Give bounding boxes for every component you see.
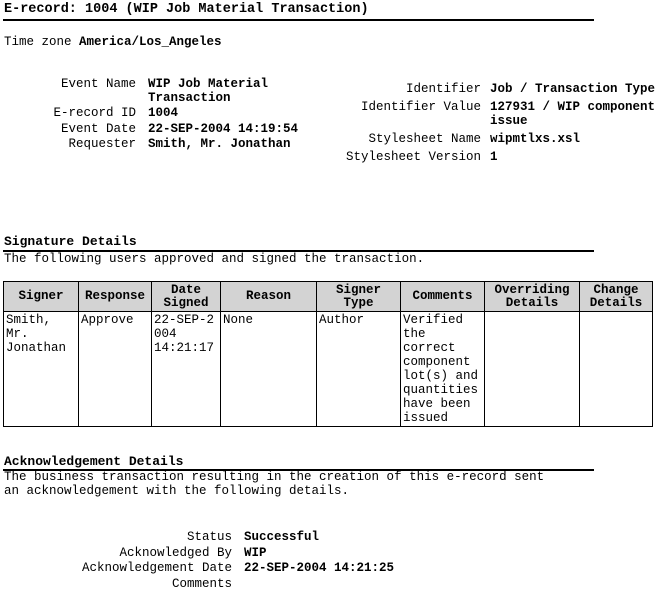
stylesheet-name-label: Stylesheet Name bbox=[368, 132, 481, 146]
signature-description: The following users approved and signed the transaction. bbox=[4, 252, 425, 266]
signature-table-header bbox=[4, 282, 653, 312]
cell-signer: Smith, Mr. Jonathan bbox=[4, 312, 79, 427]
identifier-value-line1: 127931 / WIP component bbox=[490, 100, 656, 114]
event-name-value-line1: WIP Job Material bbox=[148, 77, 269, 91]
ack-by-value: WIP bbox=[244, 546, 267, 560]
event-name-value-line2: Transaction bbox=[148, 91, 231, 105]
cell-overriding-details bbox=[485, 312, 580, 427]
requester-value: Smith, Mr. Jonathan bbox=[148, 137, 291, 151]
page-title: E-record: 1004 (WIP Job Material Transaction) bbox=[4, 2, 369, 17]
acknowledgement-section-title: Acknowledgement Details bbox=[4, 454, 184, 469]
col-signer-type: Signer Type bbox=[317, 282, 401, 312]
cell-reason: None bbox=[221, 312, 317, 427]
signature-section-title: Signature Details bbox=[4, 234, 137, 249]
event-date-value: 22-SEP-2004 14:19:54 bbox=[148, 122, 299, 136]
cell-signer-type: Author bbox=[317, 312, 401, 427]
cell-date-signed: 22-SEP-2 004 14:21:17 bbox=[152, 312, 221, 427]
identifier-value: Job / Transaction Type bbox=[490, 82, 656, 96]
ack-by-label: Acknowledged By bbox=[119, 546, 232, 560]
col-signer: Signer bbox=[4, 282, 79, 312]
acknowledgement-description-line1: The business transaction resulting in the creation of this e-record sent bbox=[4, 470, 545, 484]
timezone-value: America/Los_Angeles bbox=[79, 35, 222, 49]
table-row bbox=[4, 312, 653, 427]
col-reason: Reason bbox=[221, 282, 317, 312]
requester-label: Requester bbox=[68, 137, 136, 151]
col-change-details: Change Details bbox=[580, 282, 653, 312]
event-date-label: Event Date bbox=[60, 122, 136, 136]
stylesheet-version-label: Stylesheet Version bbox=[345, 150, 481, 164]
cell-change-details bbox=[580, 312, 653, 427]
erecord-id-value: 1004 bbox=[148, 106, 179, 120]
identifier-label: Identifier bbox=[405, 82, 481, 96]
ack-date-value: 22-SEP-2004 14:21:25 bbox=[244, 561, 395, 575]
col-response: Response bbox=[79, 282, 152, 312]
acknowledgement-description-line2: an acknowledgement with the following details. bbox=[4, 484, 350, 498]
identifier-value-label: Identifier Value bbox=[360, 100, 481, 114]
title-rule bbox=[3, 19, 594, 21]
cell-response: Approve bbox=[79, 312, 152, 427]
col-overriding-details: Overriding Details bbox=[485, 282, 580, 312]
event-name-label: Event Name bbox=[60, 77, 136, 91]
signature-table bbox=[3, 281, 653, 427]
ack-comments-label: Comments bbox=[171, 577, 232, 591]
ack-status-label: Status bbox=[186, 530, 232, 544]
ack-date-label: Acknowledgement Date bbox=[81, 561, 232, 575]
col-date-signed: Date Signed bbox=[152, 282, 221, 312]
col-comments: Comments bbox=[401, 282, 485, 312]
cell-comments: Verified the correct component lot(s) and quantities have been issued bbox=[401, 312, 485, 427]
stylesheet-name-value: wipmtlxs.xsl bbox=[490, 132, 581, 146]
stylesheet-version-value: 1 bbox=[490, 150, 498, 164]
timezone-label: Time zone bbox=[4, 35, 72, 49]
ack-status-value: Successful bbox=[244, 530, 320, 544]
timezone bbox=[4, 35, 222, 49]
identifier-value-line2: issue bbox=[490, 114, 528, 128]
erecord-id-label: E-record ID bbox=[53, 106, 136, 120]
